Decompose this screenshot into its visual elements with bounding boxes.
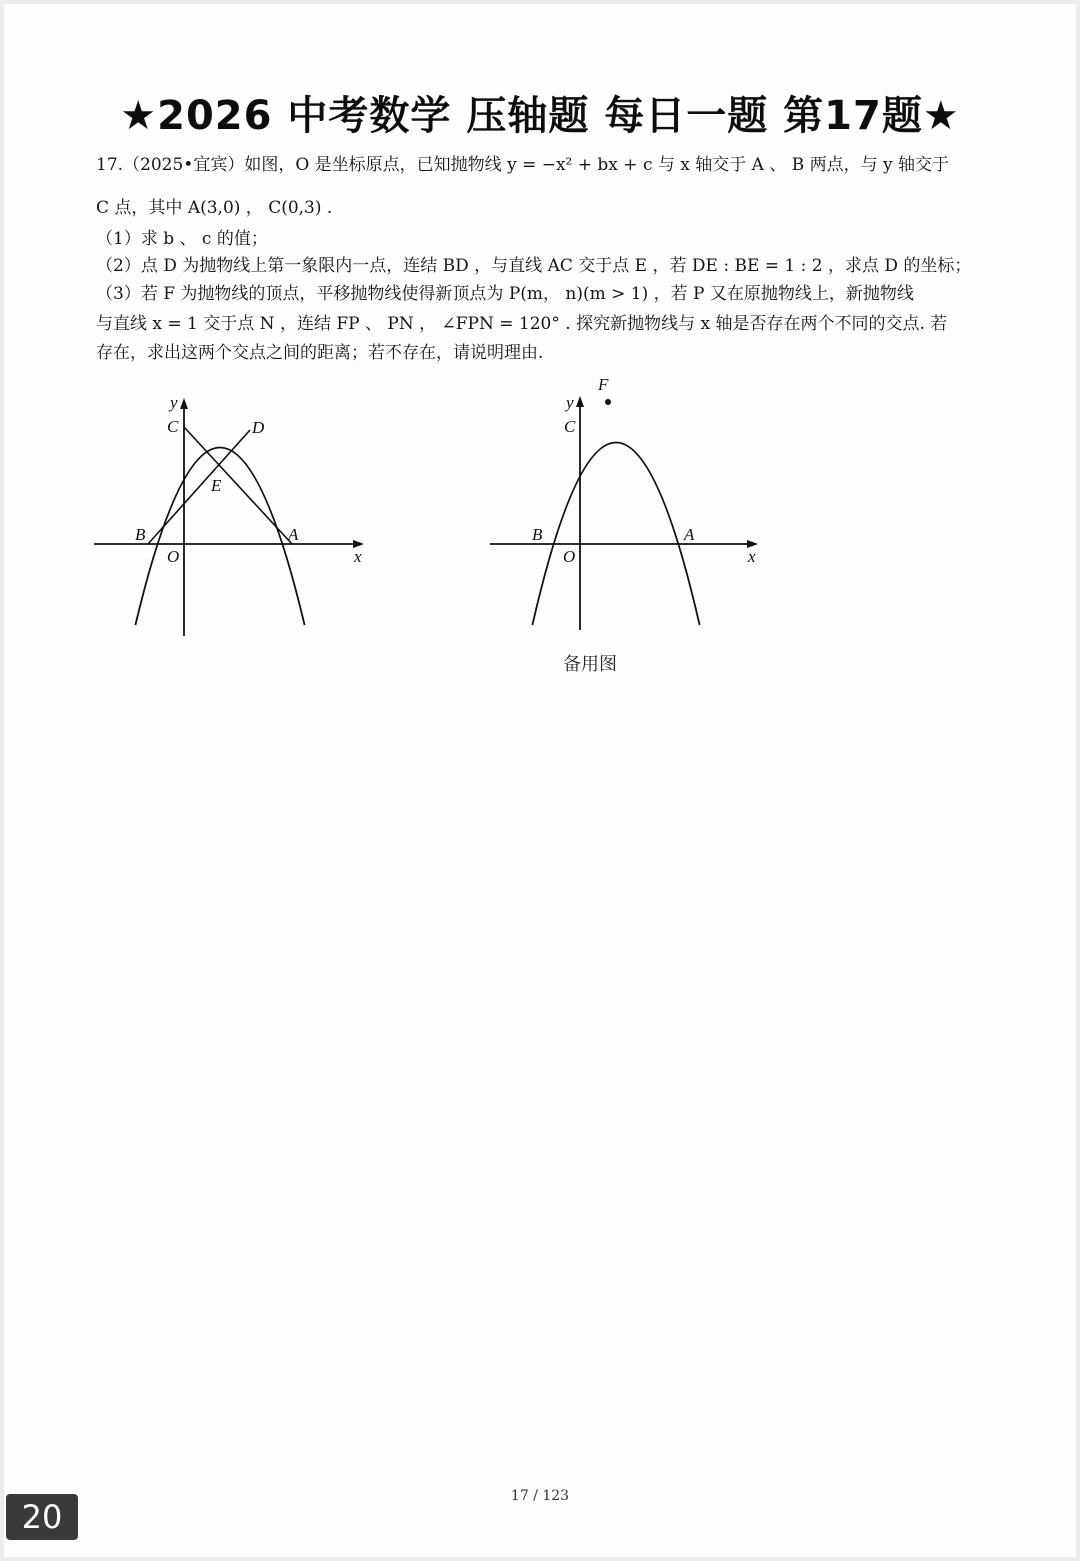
label-c: C (167, 417, 179, 436)
question-part-1: （1）求 b 、 c 的值； (96, 229, 268, 249)
figure-backup (486, 372, 776, 644)
label-y: y (170, 393, 178, 412)
problem-line-2: C 点，其中 A(3,0) ， C(0,3) . (96, 198, 333, 218)
label-origin: O (563, 547, 576, 566)
page-number: 17 / 123 (510, 1488, 570, 1504)
page-badge: 20 (6, 1494, 78, 1540)
problem-line-1: 17.（2025•宜宾）如图，O 是坐标原点，已知抛物线 y = −x² + bx + c 与 x 轴交于 A 、 B 两点，与 y 轴交于 (96, 155, 950, 175)
label-e: E (211, 476, 222, 495)
question-part-3-line-1: （3）若 F 为抛物线的顶点，平移抛物线使得新顶点为 P(m， n)(m > 1) ，若 P 又在原抛物线上，新抛物线 (96, 284, 914, 304)
question-part-2: （2）点 D 为抛物线上第一象限内一点，连结 BD ，与直线 AC 交于点 E ，若 DE : BE = 1 : 2 ，求点 D 的坐标； (96, 256, 972, 276)
figure-caption: 备用图 (563, 654, 617, 675)
parabola-curve (532, 443, 699, 626)
label-a: A (288, 525, 299, 544)
vertex-point (605, 399, 611, 405)
y-axis-arrow-icon (576, 396, 584, 407)
label-b: B (532, 525, 543, 544)
figure-main (90, 390, 380, 644)
label-y: y (566, 393, 574, 412)
page-title: ★2026 中考数学 压轴题 每日一题 第17题★ (120, 93, 960, 139)
parabola-curve (135, 448, 304, 626)
label-d: D (252, 418, 265, 437)
label-origin: O (167, 547, 180, 566)
label-x: x (748, 547, 756, 566)
question-part-3-line-2: 与直线 x = 1 交于点 N ，连结 FP 、 PN ， ∠FPN = 120° . 探究新抛物线与 x 轴是否存在两个不同的交点. 若 (96, 314, 948, 334)
label-c: C (564, 417, 576, 436)
label-f: F (598, 375, 609, 394)
y-axis-arrow-icon (180, 398, 188, 409)
label-b: B (135, 525, 146, 544)
line-bd (148, 430, 250, 544)
label-x: x (354, 547, 362, 566)
question-part-3-line-3: 存在，求出这两个交点之间的距离；若不存在，请说明理由. (96, 343, 544, 363)
label-a: A (684, 525, 695, 544)
